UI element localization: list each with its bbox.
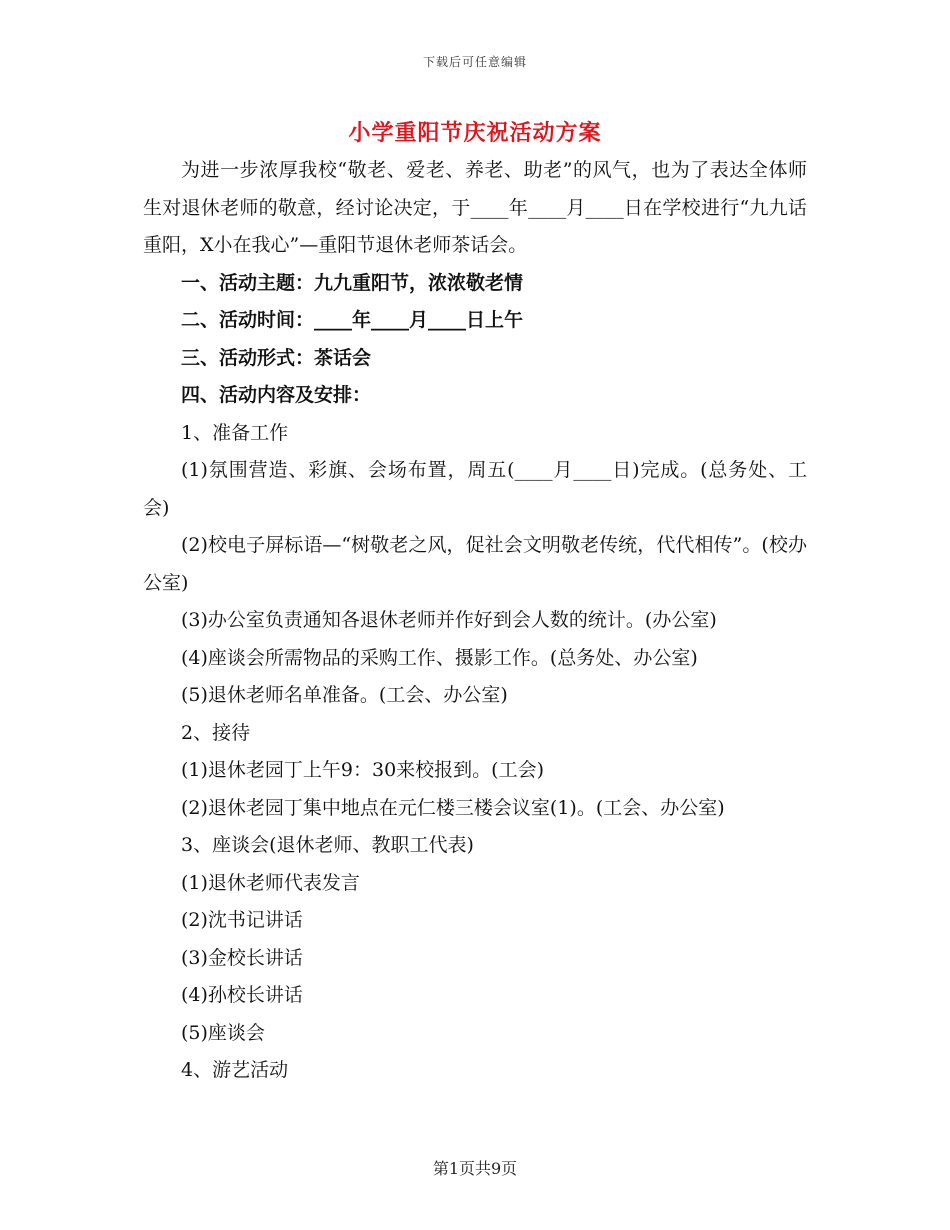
- list-item: (2)沈书记讲话: [181, 909, 303, 931]
- section-content: 四、活动内容及安排：: [181, 384, 372, 406]
- section-time: 二、活动时间：____年____月____日上午: [181, 309, 524, 331]
- document-title: 小学重阳节庆祝活动方案: [348, 120, 602, 146]
- list-item: (3)办公室负责通知各退休老师并作好到会人数的统计。(办公室): [181, 609, 717, 631]
- page-header: 下载后可任意编辑: [422, 55, 527, 69]
- subsection-preparation: 1、准备工作: [181, 421, 289, 444]
- document-body: [143, 152, 807, 1090]
- list-item: (1)退休老园丁上午9：30来校报到。(工会): [181, 759, 545, 781]
- section-theme: 一、活动主题：九九重阳节，浓浓敬老情: [181, 271, 524, 294]
- list-item: (5)座谈会: [181, 1021, 265, 1044]
- subsection-games: 4、游艺活动: [181, 1059, 289, 1081]
- intro-paragraph: 为进一步浓厚我校“敬老、爱老、养老、助老”的风气，也为了表达全体师生对退休老师的敬意，经讨论决定，于____年____月____日在学校进行“九九话重阳，X小在我心”—重阳节退休老师茶话会。: [143, 159, 807, 256]
- list-item: (1)退休老师代表发言: [181, 871, 360, 894]
- list-item: (4)孙校长讲话: [181, 984, 303, 1006]
- list-item: (2)校电子屏标语—“树敬老之风，促社会文明敬老传统，代代相传”。(校办公室): [143, 534, 807, 594]
- list-item: (4)座谈会所需物品的采购工作、摄影工作。(总务处、办公室): [181, 646, 698, 669]
- list-item: (5)退休老师名单准备。(工会、办公室): [181, 684, 508, 706]
- subsection-reception: 2、接待: [181, 721, 251, 744]
- list-item: (1)氛围营造、彩旗、会场布置，周五(____月____日)完成。(总务处、工会): [143, 459, 807, 519]
- list-item: (2)退休老园丁集中地点在元仁楼三楼会议室(1)。(工会、办公室): [181, 796, 725, 819]
- page-footer: 第1页共9页: [432, 1159, 518, 1178]
- list-item: (3)金校长讲话: [181, 946, 303, 969]
- subsection-symposium: 3、座谈会(退休老师、教职工代表): [181, 834, 474, 856]
- section-format: 三、活动形式：茶话会: [181, 346, 372, 369]
